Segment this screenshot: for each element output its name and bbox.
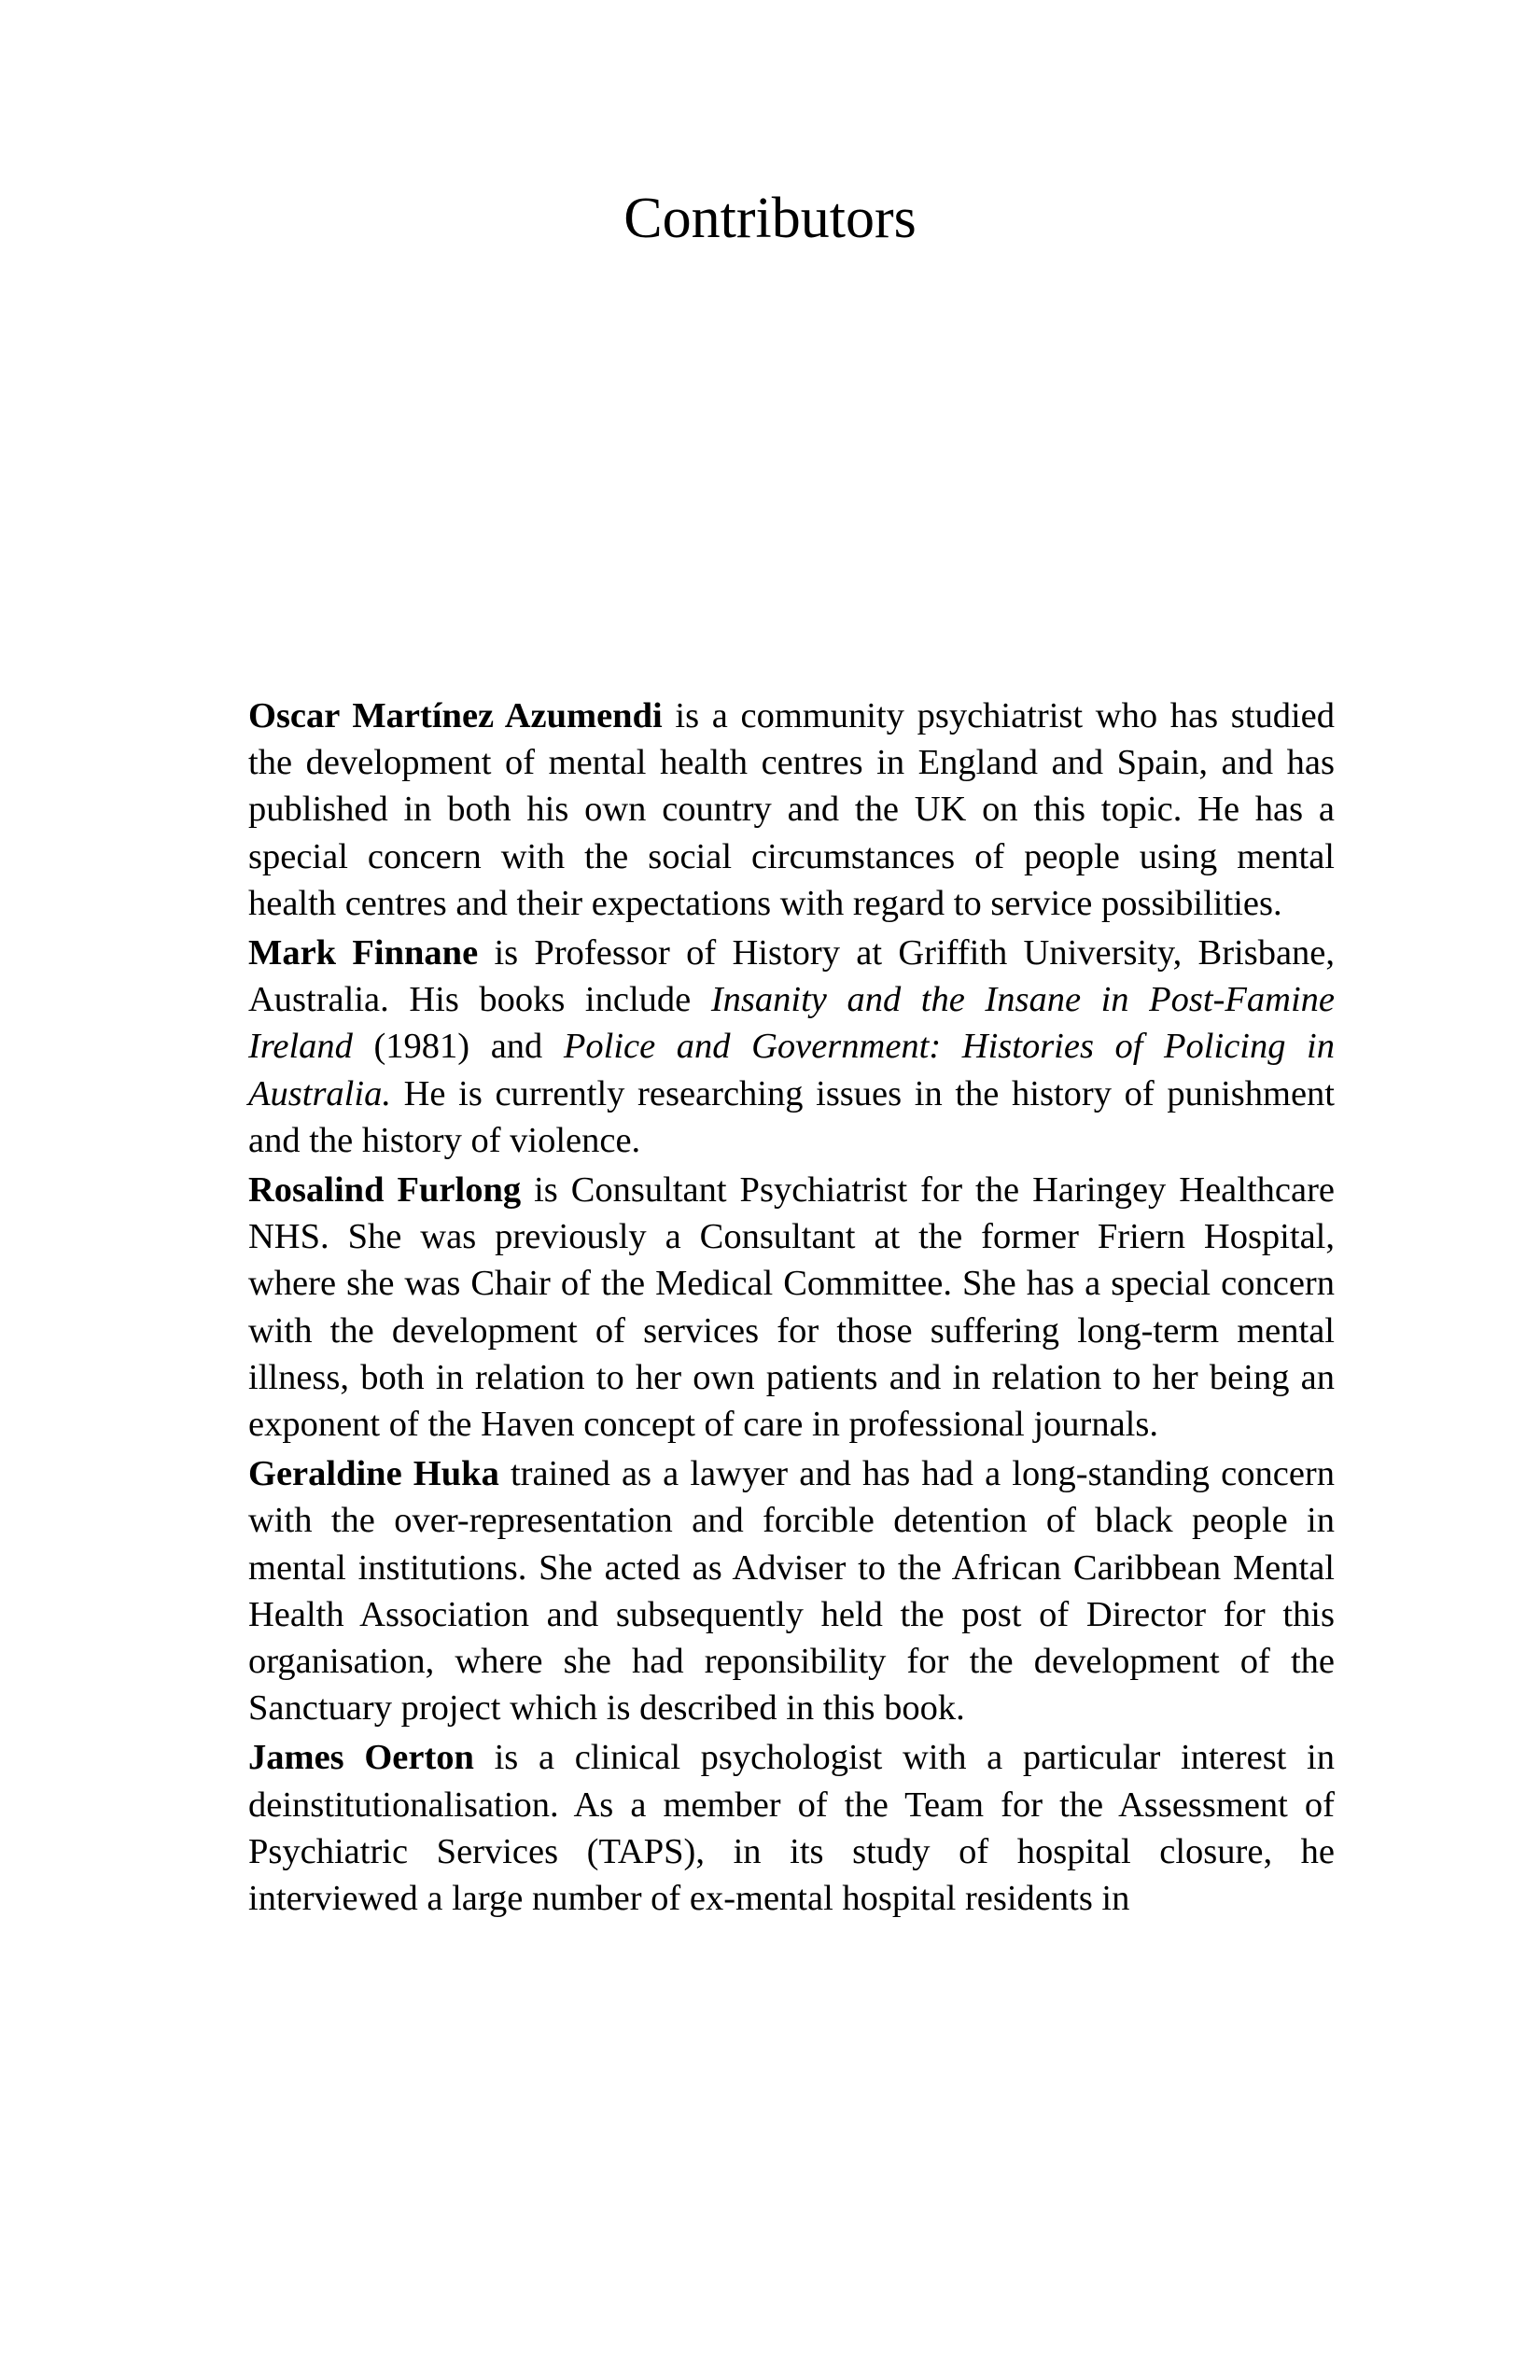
contributor-bio: trained as a lawyer and has had a long-standing concern with the over-representation and forcible detention of black people in mental institutions. She acted as Adviser to the African Caribbean Mental Health Association and subsequently held the post of Director for this organisation, where she had reponsibility for the development of the Sanctuary project which is described in this book.: [248, 1454, 1335, 1729]
page-title: Contributors: [623, 187, 917, 250]
contributor-bio: is Consultant Psychiatrist for the Haringey Healthcare NHS. She was previously a Consultant at the former Friern Hospital, where she was Chair of the Medical Committee. She has a special concern with the development of services for those suffering long-term mental illness, both in relation to her own patients and in relation to her being an exponent of the Haven concept of care in professional journals.: [248, 1170, 1335, 1445]
contributor-bio: He is currently researching issues in the history of punishment and the history of violence.: [248, 1073, 1335, 1160]
contributor-entry: [248, 1167, 1335, 1448]
contributor-name: Oscar Martínez Azumendi: [248, 696, 663, 735]
book-title: Police and Government: Histories of Policing in Australia.: [248, 1027, 1335, 1113]
contributor-name: James Oerton: [248, 1738, 474, 1778]
contributor-name: Rosalind Furlong: [248, 1170, 522, 1211]
contributor-bio: is a clinical psychologist with a particular interest in deinstitutionalisation. As a member of the Team for the Assessment of Psychiatric Services (TAPS), in its study of hospital closure, he interviewed a large number of ex-mental hospital residents in: [248, 1738, 1335, 1919]
contributor-bio: is Professor of History at Griffith University, Brisbane, Australia. His books include: [248, 933, 1335, 1020]
contributor-entry: [248, 1734, 1335, 1922]
contributor-name: Mark Finnane: [248, 933, 479, 973]
book-title: Insanity and the Insane in Post-Famine Ireland: [248, 980, 1335, 1067]
contributor-name: Geraldine Huka: [248, 1454, 499, 1494]
contributor-entry: [248, 1450, 1335, 1731]
contributor-bio: is a community psychiatrist who has studied the development of mental health centres in England and Spain, and has published in both his own country and the UK on this topic. He has a special concern with the social circumstances of people using mental health centres and their expectations with regard to service possibilities.: [248, 696, 1335, 923]
contributors-list: [248, 693, 1335, 1925]
contributor-entry: [248, 693, 1335, 927]
contributor-bio: (1981) and: [352, 1027, 564, 1067]
contributor-entry: [248, 930, 1335, 1164]
